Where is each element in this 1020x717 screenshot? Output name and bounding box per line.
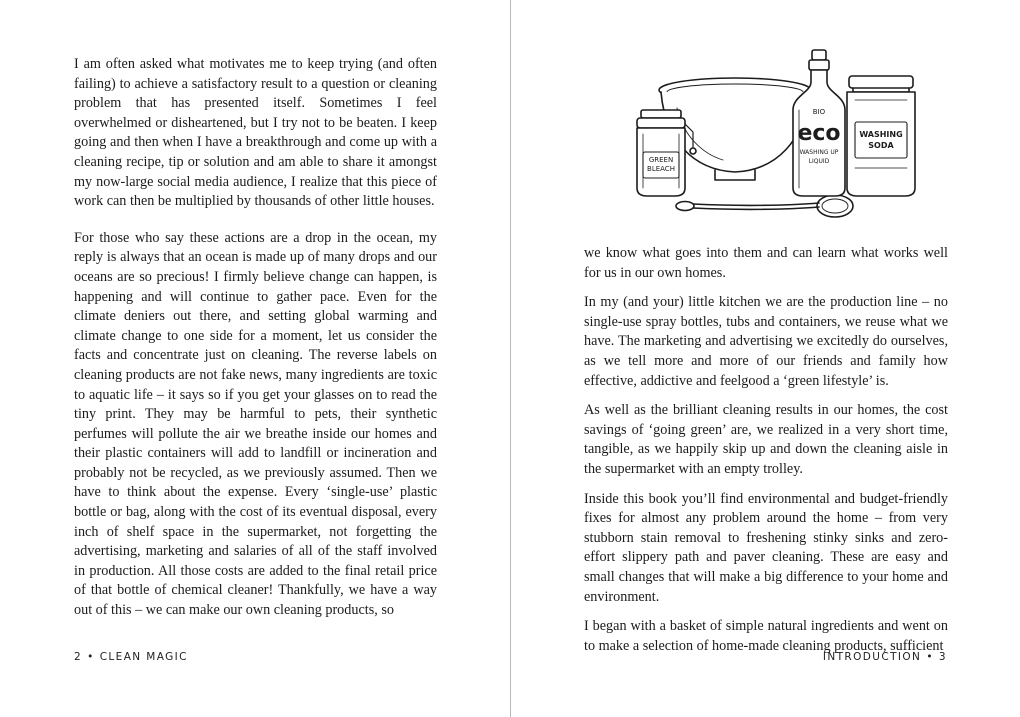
page-number: 2 (74, 651, 83, 663)
bottle-top-text: BIO (812, 108, 826, 116)
right-page-body (584, 244, 948, 656)
cleaning-products-drawing (623, 48, 953, 224)
jar-label-line2: BLEACH (647, 165, 675, 173)
left-folio (74, 651, 188, 663)
right-page (511, 0, 1020, 717)
bottle-label-line2: LIQUID (808, 158, 830, 165)
tub-label-line1: WASHING (859, 130, 903, 139)
body-paragraph: we know what goes into them and can learn what works well for us in our own homes. (584, 245, 948, 281)
spoon-icon (676, 195, 853, 217)
cleaning-products-illustration (623, 48, 953, 224)
folio-separator: • (87, 651, 95, 663)
body-paragraph: As well as the brilliant cleaning results in our homes, the cost savings of ‘going green’ are, we realized in a very short time, tangible, as we happily skip up and down the cleaning aisle in the supermarket with an empty trolley. (584, 402, 948, 477)
left-page-body (74, 55, 437, 621)
jar-label-line1: GREEN (648, 156, 674, 164)
right-folio (823, 651, 947, 663)
body-paragraph: For those who say these actions are a drop in the ocean, my reply is always that an ocean is made up of many drops and our oceans are so precious! I firmly believe change can happen, is happening and will continue to gather pace. Even for the climate deniers out there, and setting global warming and climate change to one side for a moment, let us consider the facts and concentrate just on cleaning. The reverse labels on cleaning products are not fake news, many ingredients are toxic to aquatic life – it says so if you get your glasses on to read the tiny print. They may be harmful to pets, their synthetic perfumes will pollute the air we breathe inside our homes and their plastic containers will add to landfill or incineration and probably not be recycled, as we previously assumed. Then we have to think about the expense. Every ‘single-use’ plastic bottle or bag, along with the cost of its eventual disposal, every inch of shelf space in the supermarket, not forgetting the advertising, marketing and salaries of all of the staff involved in production. All those costs are added to the final retail price of that bottle of chemical cleaner! Thankfully, we have a way out of this – we can make our own cleaning products, so (74, 229, 437, 619)
bottle-brand: eco (797, 121, 841, 146)
bottle-label-line1: WASHING UP (799, 149, 839, 156)
tub-label-line2: SODA (868, 141, 894, 150)
folio-separator: • (926, 651, 934, 663)
page-number: 3 (938, 651, 947, 663)
body-paragraph: I began with a basket of simple natural ingredients and went on to make a selection of home-made cleaning products, sufficient (584, 618, 948, 654)
body-paragraph: Inside this book you’ll find environmental and budget-friendly fixes for almost any problem around the home – from very stubborn stain removal to freshening stinky sinks and zero-effort slippery path and paver cleaning. These are easy and small changes that will make a big difference to your home and environment. (584, 490, 948, 605)
body-paragraph: I am often asked what motivates me to keep trying (and often failing) to achieve a satisfactory result to a question or cleaning problem that has presented itself. Sometimes I feel overwhelmed or disheartened, but I try not to be beaten. I keep going and then when I have a breakthrough and come up with a cleaning recipe, tip or solution and am able to share it amongst my now-large social media audience, I realize that this piece of work can then be multiplied by thousands of other little houses. (74, 56, 437, 210)
body-paragraph: In my (and your) little kitchen we are the production line – no single-use spray bottles, tubs and containers, we reuse what we have. The marketing and advertising we excitedly do ourselves, as we tell more and more of our friends and family how effective, addictive and feelgood a ‘green lifestyle’ is. (584, 294, 948, 389)
running-head: INTRODUCTION (822, 651, 922, 663)
running-head: CLEAN MAGIC (99, 651, 188, 663)
